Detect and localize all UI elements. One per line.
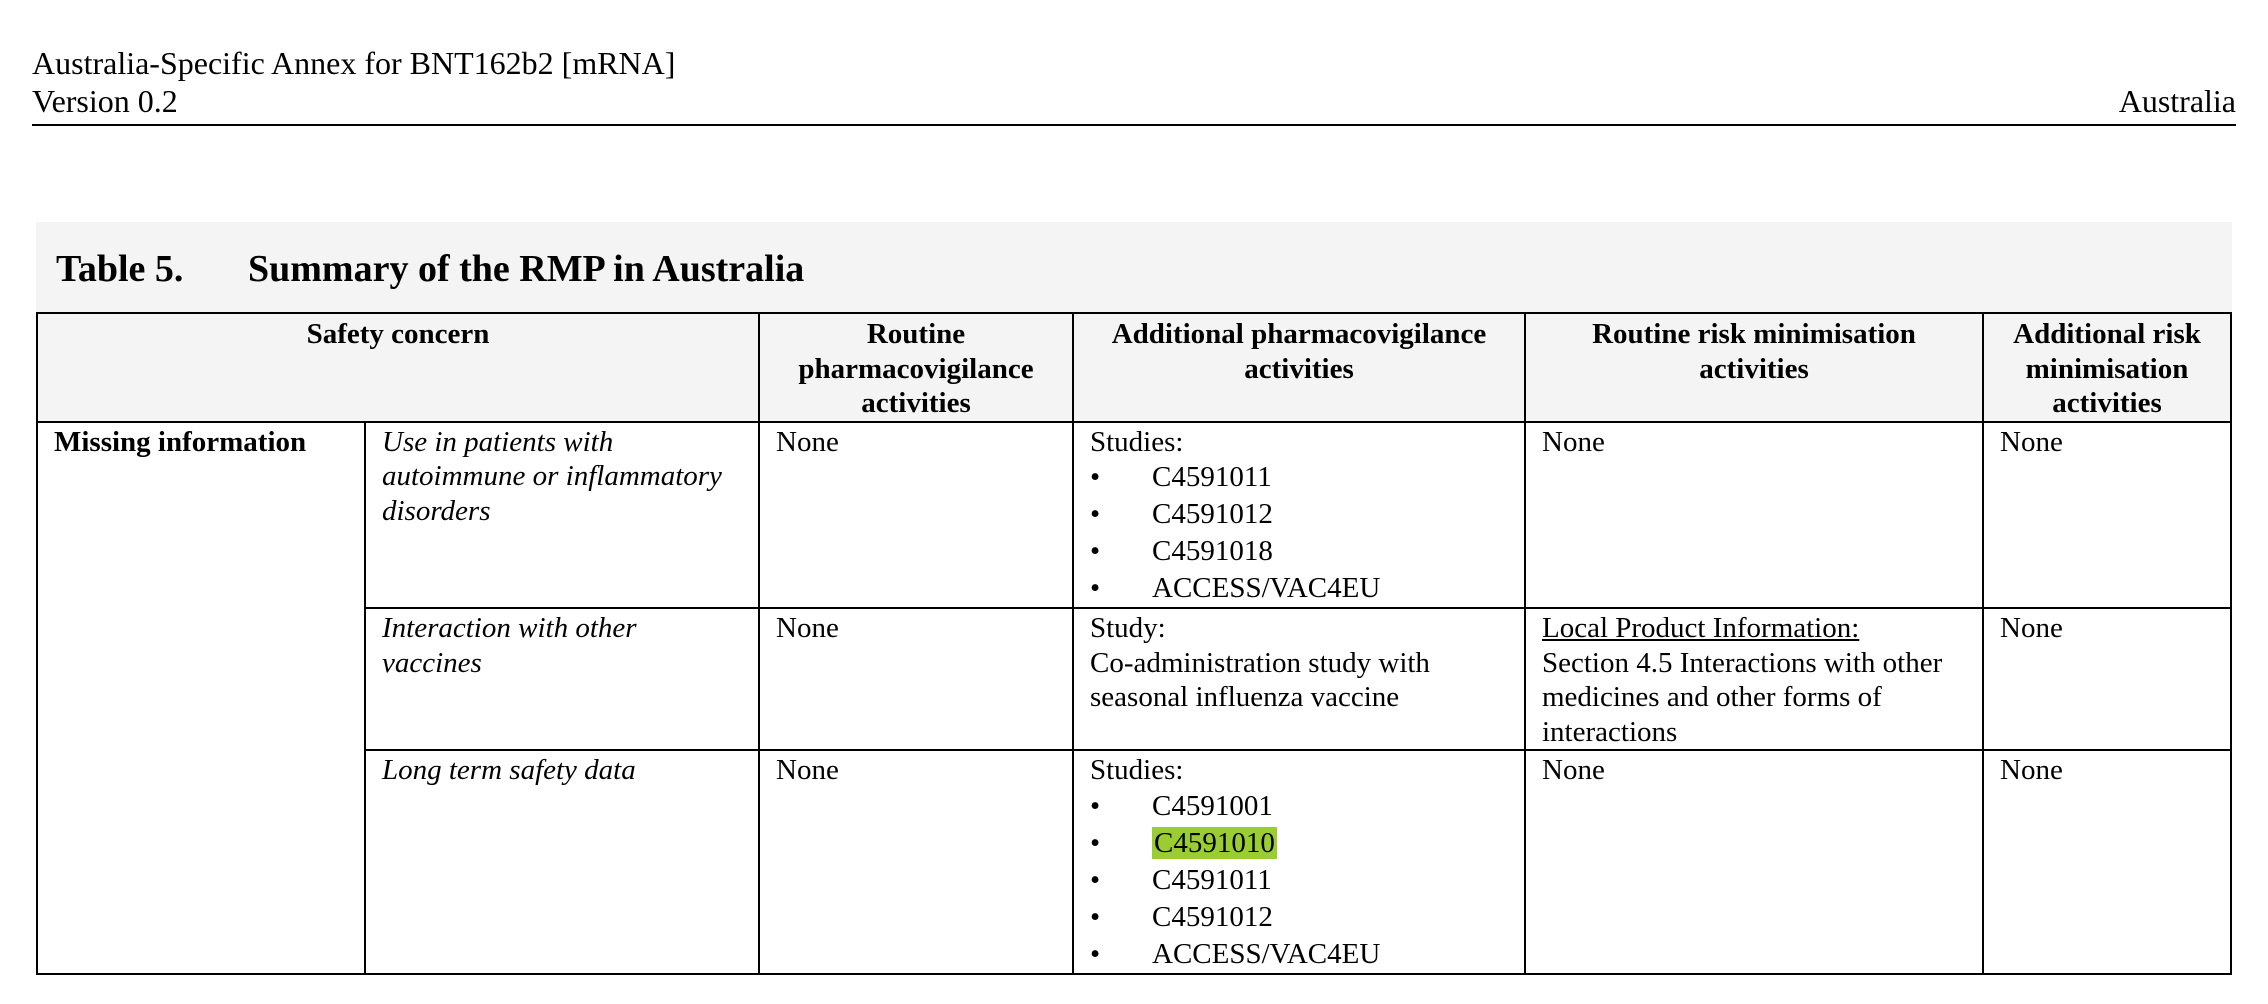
- additional-pv-cell: [1073, 608, 1525, 750]
- study-label: Study:: [1090, 612, 1166, 644]
- study-item: • C4591012: [1090, 899, 1508, 936]
- routine-pv-cell: None: [759, 750, 1073, 974]
- additional-rm-cell: None: [1983, 422, 2231, 609]
- concern-cell: Use in patients with autoimmune or inflammatory disorders: [365, 422, 759, 609]
- highlight-mark: C4591010: [1154, 826, 1275, 859]
- page-header: [32, 44, 2236, 120]
- study-item: • ACCESS/VAC4EU: [1090, 936, 1508, 973]
- col-header-routine-rm: Routine risk minimisation activities: [1525, 313, 1983, 422]
- col-header-routine-pv: Routine pharmacovigilance activities: [759, 313, 1073, 422]
- study-item: • C4591011: [1090, 862, 1508, 899]
- studies-label: Studies:: [1090, 425, 1184, 458]
- table-row: [37, 750, 2231, 974]
- additional-rm-cell: None: [1983, 608, 2231, 750]
- col-header-safety-concern: Safety concern: [37, 313, 759, 422]
- routine-rm-cell: None: [1525, 422, 1983, 609]
- additional-pv-cell: [1073, 750, 1525, 974]
- study-item: • C4591018: [1090, 533, 1508, 570]
- concern-cell: Long term safety data: [365, 750, 759, 974]
- study-item: • C4591012: [1090, 496, 1508, 533]
- col-header-additional-rm: Additional risk minimisation activities: [1983, 313, 2231, 422]
- document-title: Australia-Specific Annex for BNT162b2 [mRNA]: [32, 45, 676, 81]
- table-title: Summary of the RMP in Australia: [248, 248, 805, 290]
- study-item: • C4591001: [1090, 788, 1508, 825]
- study-item: • C4591011: [1090, 459, 1508, 496]
- study-list: [1090, 788, 1508, 973]
- header-row-2: [32, 82, 2236, 120]
- additional-pv-cell: [1073, 422, 1525, 609]
- studies-label: Studies:: [1090, 754, 1184, 786]
- table-number: Table 5.: [56, 248, 184, 290]
- study-list: [1090, 459, 1508, 607]
- header-rule: [32, 124, 2236, 126]
- category-cell: Missing information: [37, 422, 365, 975]
- additional-rm-cell: None: [1983, 750, 2231, 974]
- table-row: [37, 608, 2231, 750]
- product-info-heading: Local Product Information:: [1542, 612, 1860, 644]
- routine-rm-cell: None: [1525, 750, 1983, 974]
- table-header-row: [37, 313, 2231, 422]
- product-info-section: Section 4.5 Interactions with other medicines and other forms of interactions: [1542, 646, 1943, 748]
- table-row: [37, 422, 2231, 609]
- concern-cell: Interaction with other vaccines: [365, 608, 759, 750]
- routine-pv-cell: None: [759, 422, 1073, 609]
- col-header-additional-pv: Additional pharmacovigilance activities: [1073, 313, 1525, 422]
- study-item-highlighted: [1090, 825, 1508, 862]
- table-caption: [56, 246, 804, 292]
- routine-pv-cell: None: [759, 608, 1073, 750]
- study-description: Co-administration study with seasonal influenza vaccine: [1090, 646, 1430, 713]
- rmp-summary-table: [36, 312, 2232, 975]
- document-version: Version 0.2: [32, 83, 178, 119]
- routine-rm-cell: [1525, 608, 1983, 750]
- document-region: Australia: [2118, 83, 2236, 119]
- study-item: • ACCESS/VAC4EU: [1090, 570, 1508, 607]
